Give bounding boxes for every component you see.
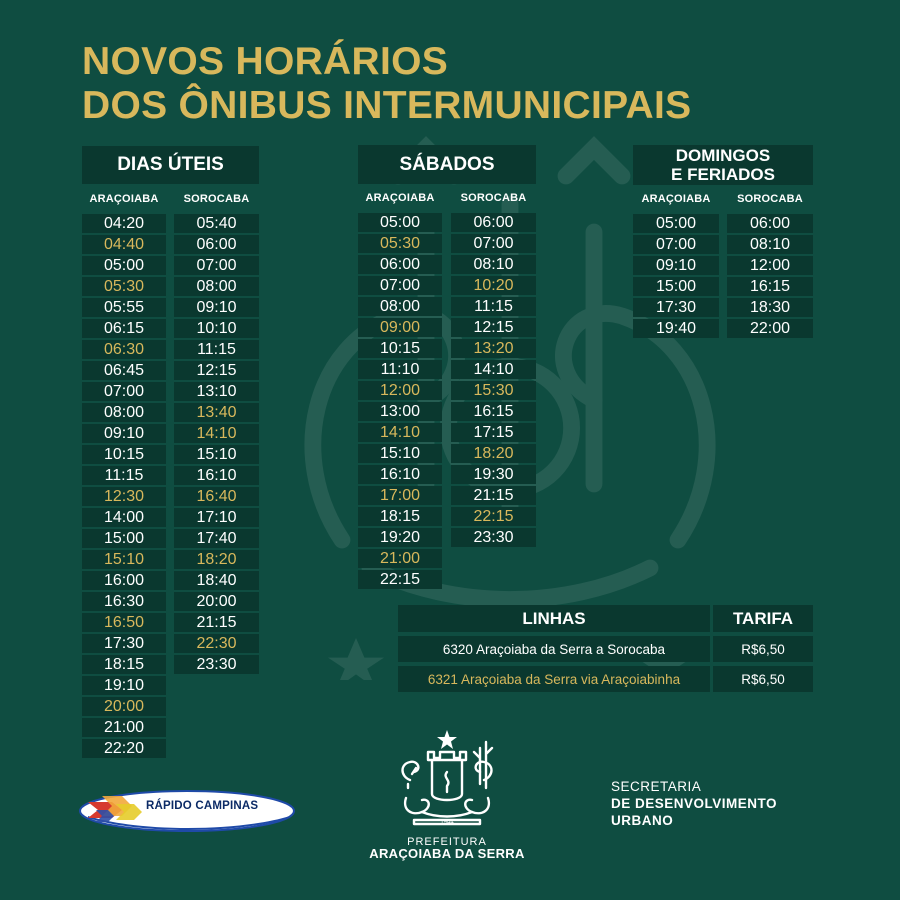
sundays-sorocaba-times [727,214,813,338]
line-row-2-name: 6321 Araçoiaba da Serra via Araçoiabinha [398,666,710,692]
time-cell: 12:00 [727,256,813,275]
time-cell: 13:40 [174,403,259,422]
saturdays-sorocaba-times [451,213,536,547]
sundays-col-araçoiaba-header: ARAÇOIABA [641,193,711,205]
time-cell: 17:40 [174,529,259,548]
time-cell: 20:00 [174,592,259,611]
saturdays-araçoiaba-times [358,213,442,589]
time-cell: 09:00 [358,318,442,337]
time-cell: 16:30 [82,592,166,611]
secretaria-line-3: URBANO [611,813,674,828]
time-cell: 18:20 [174,550,259,569]
time-cell: 17:10 [174,508,259,527]
time-cell: 05:30 [358,234,442,253]
time-cell: 16:50 [82,613,166,632]
time-cell: 05:30 [82,277,166,296]
time-cell: 21:15 [174,613,259,632]
time-cell: 19:30 [451,465,536,484]
time-cell: 22:20 [82,739,166,758]
time-cell: 20:00 [82,697,166,716]
time-cell: 17:00 [358,486,442,505]
line-row-2-fare: R$6,50 [713,666,813,692]
time-cell: 18:30 [727,298,813,317]
sundays-title-line-2: E FERIADOS [671,165,775,184]
time-cell: 07:00 [174,256,259,275]
lines-header: LINHAS [398,605,710,632]
prefeitura-label: PREFEITURA [407,836,487,848]
time-cell: 15:00 [82,529,166,548]
time-cell: 09:10 [174,298,259,317]
time-cell: 07:00 [633,235,719,254]
time-cell: 08:10 [451,255,536,274]
time-cell: 10:15 [82,445,166,464]
weekdays-title: DIAS ÚTEIS [82,146,259,184]
time-cell: 12:15 [174,361,259,380]
time-cell: 09:10 [633,256,719,275]
time-cell: 08:00 [82,403,166,422]
title-line-1: NOVOS HORÁRIOS [82,40,449,83]
time-cell: 16:10 [358,465,442,484]
time-cell: 06:00 [727,214,813,233]
sundays-title [633,145,813,185]
sundays-col-sorocaba-header: SOROCABA [737,193,803,205]
time-cell: 18:15 [82,655,166,674]
time-cell: 08:00 [358,297,442,316]
fare-header: TARIFA [713,605,813,632]
time-cell: 05:00 [633,214,719,233]
title-line-2: DOS ÔNIBUS INTERMUNICIPAIS [82,84,692,127]
time-cell: 17:30 [82,634,166,653]
sundays-araçoiaba-times [633,214,719,338]
time-cell: 16:15 [451,402,536,421]
time-cell: 11:15 [82,466,166,485]
time-cell: 21:00 [358,549,442,568]
time-cell: 14:10 [451,360,536,379]
secretaria-line-2: DE DESENVOLVIMENTO [611,796,778,811]
time-cell: 13:00 [358,402,442,421]
time-cell: 13:20 [451,339,536,358]
time-cell: 14:10 [174,424,259,443]
saturdays-col-araçoiaba-header: ARAÇOIABA [365,192,435,204]
secretaria-line-1: SECRETARIA [611,779,702,794]
time-cell: 06:00 [358,255,442,274]
saturdays-col-sorocaba-header: SOROCABA [460,192,527,204]
time-cell: 06:00 [174,235,259,254]
time-cell: 15:10 [358,444,442,463]
operator-name: RÁPIDO CAMPINAS [146,800,259,812]
time-cell: 15:30 [451,381,536,400]
prefeitura-crest-icon [392,728,502,832]
time-cell: 19:10 [82,676,166,695]
time-cell: 22:15 [358,570,442,589]
weekdays-col-araçoiaba-header: ARAÇOIABA [89,193,159,205]
time-cell: 16:10 [174,466,259,485]
time-cell: 07:00 [451,234,536,253]
time-cell: 19:20 [358,528,442,547]
weekdays-araçoiaba-times [82,214,166,758]
time-cell: 23:30 [451,528,536,547]
time-cell: 21:15 [451,486,536,505]
sundays-title-line-1: DOMINGOS [675,146,771,165]
time-cell: 19:40 [633,319,719,338]
time-cell: 06:30 [82,340,166,359]
time-cell: 17:15 [451,423,536,442]
time-cell: 10:10 [174,319,259,338]
time-cell: 18:15 [358,507,442,526]
time-cell: 18:20 [451,444,536,463]
time-cell: 22:00 [727,319,813,338]
time-cell: 11:15 [174,340,259,359]
time-cell: 05:40 [174,214,259,233]
time-cell: 16:15 [727,277,813,296]
time-cell: 07:00 [358,276,442,295]
time-cell: 15:00 [633,277,719,296]
time-cell: 09:10 [82,424,166,443]
time-cell: 12:30 [82,487,166,506]
time-cell: 11:10 [358,360,442,379]
time-cell: 12:00 [358,381,442,400]
time-cell: 04:40 [82,235,166,254]
secretaria-block [611,778,777,829]
time-cell: 21:00 [82,718,166,737]
time-cell: 23:30 [174,655,259,674]
time-cell: 16:00 [82,571,166,590]
weekdays-sorocaba-times [174,214,259,674]
time-cell: 13:10 [174,382,259,401]
time-cell: 06:15 [82,319,166,338]
time-cell: 06:00 [451,213,536,232]
time-cell: 11:15 [451,297,536,316]
time-cell: 08:10 [727,235,813,254]
time-cell: 05:55 [82,298,166,317]
time-cell: 16:40 [174,487,259,506]
time-cell: 12:15 [451,318,536,337]
line-row-1-name: 6320 Araçoiaba da Serra a Sorocaba [398,636,710,662]
time-cell: 05:00 [82,256,166,275]
time-cell: 04:20 [82,214,166,233]
time-cell: 22:30 [174,634,259,653]
time-cell: 18:40 [174,571,259,590]
time-cell: 10:20 [451,276,536,295]
line-row-1-fare: R$6,50 [713,636,813,662]
time-cell: 14:00 [82,508,166,527]
time-cell: 07:00 [82,382,166,401]
time-cell: 14:10 [358,423,442,442]
time-cell: 15:10 [82,550,166,569]
time-cell: 05:00 [358,213,442,232]
weekdays-col-sorocaba-header: SOROCABA [183,193,250,205]
time-cell: 17:30 [633,298,719,317]
time-cell: 08:00 [174,277,259,296]
time-cell: 22:15 [451,507,536,526]
time-cell: 06:45 [82,361,166,380]
time-cell: 10:15 [358,339,442,358]
prefeitura-name: ARAÇOIABA DA SERRA [369,846,525,861]
time-cell: 15:10 [174,445,259,464]
saturdays-title: SÁBADOS [358,145,536,184]
page-title [82,40,691,128]
crest-year: 1944 [440,819,454,826]
